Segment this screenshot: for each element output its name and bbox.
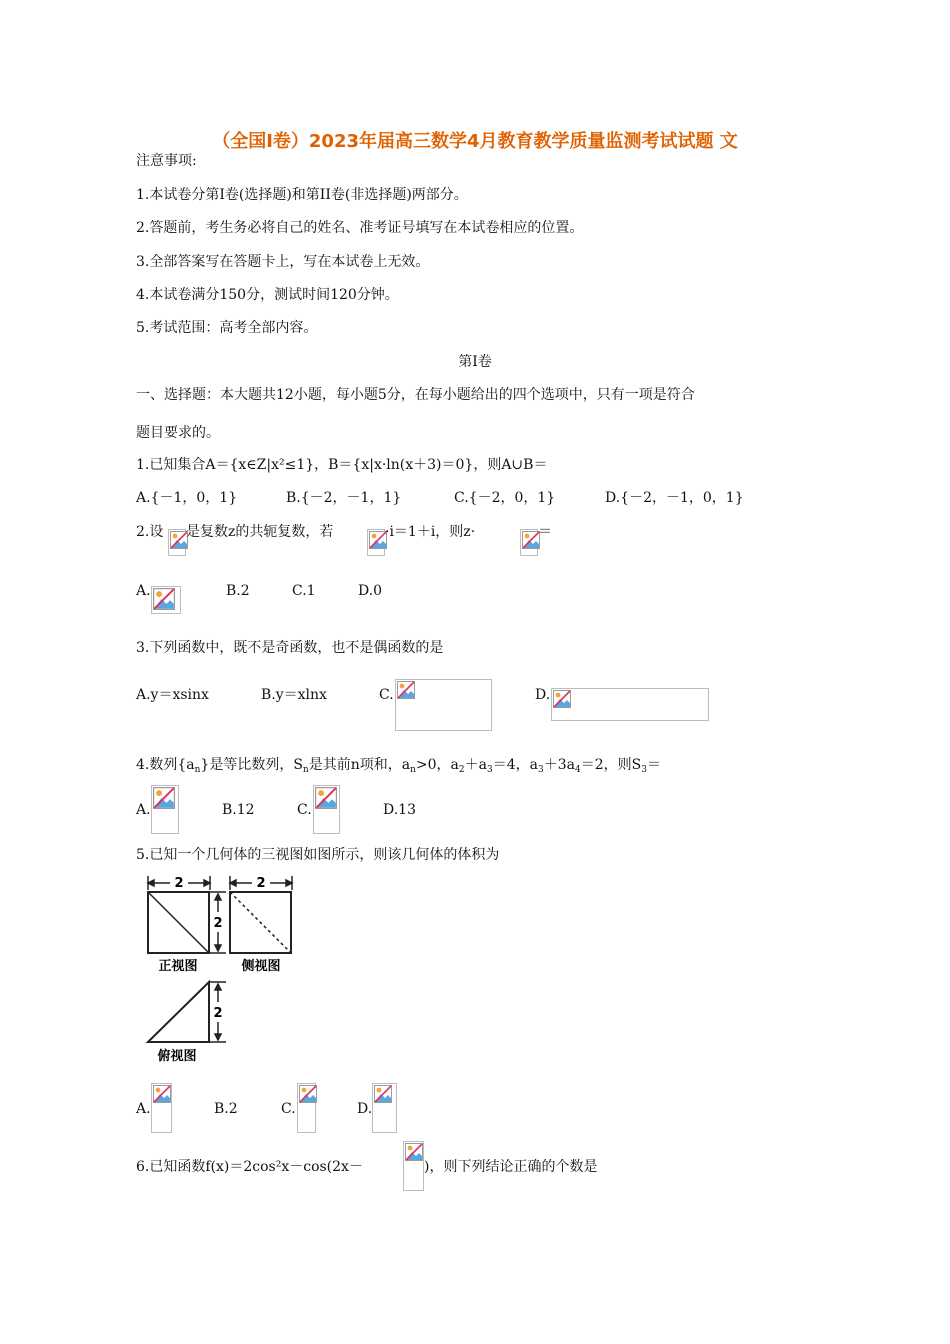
q2-option-a: A. — [136, 583, 151, 599]
dim-label: 2 — [213, 916, 223, 931]
side-view-label: 侧视图 — [241, 959, 281, 974]
q2-stem-part: 2.设 — [136, 524, 164, 540]
section-intro-cont: 题目要求的。 — [136, 425, 220, 441]
section-intro: 一、选择题：本大题共12小题，每小题5分，在每小题给出的四个选项中，只有一项是符合 — [136, 387, 695, 403]
broken-image-icon — [367, 529, 385, 556]
q2-stem-part: ＝ — [538, 524, 552, 540]
dim-label: 2 — [213, 1006, 223, 1021]
broken-image-icon — [403, 1141, 424, 1191]
q3-option-b: B.y＝xlnx — [261, 687, 327, 703]
broken-image-icon — [372, 1083, 397, 1133]
q4-option-d: D.13 — [383, 802, 416, 818]
q5-option-c: C. — [281, 1101, 296, 1117]
dim-label: 2 — [174, 876, 184, 891]
broken-image-icon — [151, 586, 181, 614]
front-view-label: 正视图 — [158, 959, 198, 974]
broken-image-icon — [168, 529, 186, 556]
q5-option-b: B.2 — [214, 1101, 238, 1117]
note-item: 2.答题前，考生务必将自己的姓名、准考证号填写在本试卷相应的位置。 — [136, 220, 584, 236]
broken-image-icon — [297, 1083, 316, 1133]
note-item: 5.考试范围：高考全部内容。 — [136, 320, 318, 336]
q4-option-c: C. — [297, 802, 312, 818]
note-item: 3.全部答案写在答题卡上，写在本试卷上无效。 — [136, 254, 430, 270]
top-view-label: 俯视图 — [157, 1049, 197, 1064]
q2-option-c: C.1 — [292, 583, 316, 599]
q3-stem: 3.下列函数中，既不是奇函数，也不是偶函数的是 — [136, 640, 444, 656]
q2-option-d: D.0 — [358, 583, 383, 599]
q3-option-a: A.y＝xsinx — [136, 687, 209, 703]
notes-heading: 注意事项: — [136, 153, 197, 169]
q3-option-d: D. — [535, 687, 551, 703]
dim-label: 2 — [256, 876, 266, 891]
q3-option-c: C. — [379, 687, 394, 703]
broken-image-icon — [395, 679, 492, 731]
broken-image-icon — [551, 688, 709, 721]
q6-stem-part: 6.已知函数f(x)＝2cos²x－cos(2x－ — [136, 1159, 363, 1175]
q1-option-b: B.{－2，－1，1} — [286, 490, 402, 506]
note-item: 4.本试卷满分150分，测试时间120分钟。 — [136, 287, 399, 303]
q1-option-a: A.{－1，0，1} — [136, 490, 238, 506]
broken-image-icon — [520, 529, 538, 556]
q4-stem: 4.数列$\{a_n\}$是等比数列，$S_n$是其前n项和，$a_n>0$，$a_2+a_3=4$，$a_3+3a_4=2$，则$S_3=$ — [136, 757, 661, 775]
q4-option-a: A. — [136, 802, 151, 818]
broken-image-icon — [151, 1083, 172, 1133]
q6-stem-part: )，则下列结论正确的个数是 — [424, 1159, 598, 1175]
q1-option-d: D.{－2，－1，0，1} — [605, 490, 744, 506]
broken-image-icon — [313, 785, 340, 834]
note-item: 1.本试卷分第Ⅰ卷(选择题)和第II卷(非选择题)两部分。 — [136, 187, 468, 203]
q2-option-b: B.2 — [226, 583, 250, 599]
q5-option-a: A. — [136, 1101, 151, 1117]
q1-option-c: C.{－2，0，1} — [454, 490, 556, 506]
three-view-figure — [140, 872, 310, 1067]
q1-stem: 1.已知集合A＝{x∈Z|x²≤1}，B＝{x|x·ln(x＋3)＝0}，则A∪B＝ — [136, 457, 548, 473]
q5-option-d: D. — [357, 1101, 373, 1117]
part-heading: 第Ⅰ卷 — [458, 354, 492, 370]
broken-image-icon — [151, 785, 179, 834]
q4-option-b: B.12 — [222, 802, 255, 818]
q2-stem-part: 是复数z的共轭复数，若 — [186, 524, 334, 540]
q2-stem-part: ·i＝1＋i，则z· — [385, 524, 476, 540]
q5-stem: 5.已知一个几何体的三视图如图所示，则该几何体的体积为 — [136, 847, 500, 863]
document-title: （全国Ⅰ卷）2023年届高三数学4月教育教学质量监测考试试题 文 — [212, 131, 738, 152]
